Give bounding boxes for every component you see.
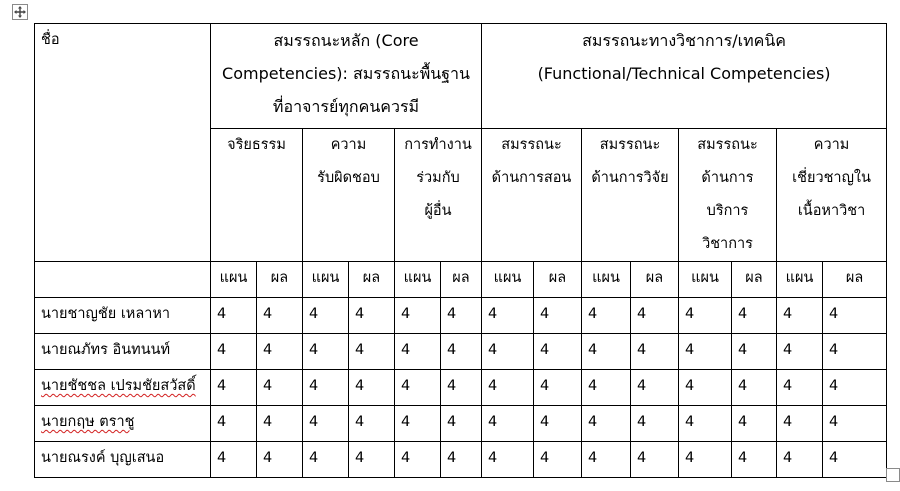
table-row	[35, 298, 887, 334]
score-cell: 4	[395, 334, 441, 370]
table-row	[35, 406, 887, 442]
score-cell: 4	[482, 334, 534, 370]
person-name: นายณรงค์ บุญเสนอ	[41, 450, 165, 466]
score-cell: 4	[303, 442, 349, 478]
score-cell: 4	[211, 298, 257, 334]
score-cell: 4	[303, 298, 349, 334]
subheader-line: จริยธรรม	[227, 137, 286, 153]
person-name-cell	[35, 298, 211, 334]
name-header-label: ชื่อ	[41, 32, 60, 48]
score-cell: 4	[777, 442, 823, 478]
subheader-line: ความ	[330, 137, 367, 153]
competency-subheader	[303, 129, 395, 262]
score-cell: 4	[257, 370, 303, 406]
score-cell: 4	[482, 406, 534, 442]
core-competencies-header	[211, 24, 482, 129]
subheader-line: ความ	[813, 137, 850, 153]
plan-result-row	[35, 262, 887, 298]
subheader-line: รับผิดชอบ	[317, 170, 380, 186]
core-header-line-1: สมรรถนะหลัก (Core	[273, 31, 419, 50]
score-cell: 4	[631, 442, 679, 478]
score-cell: 4	[679, 406, 732, 442]
table-move-handle-icon[interactable]	[12, 4, 28, 20]
score-cell: 4	[441, 406, 482, 442]
score-cell: 4	[582, 334, 631, 370]
competency-subheader	[211, 129, 303, 262]
score-cell: 4	[303, 406, 349, 442]
functional-competencies-header	[482, 24, 887, 129]
subheader-line: ผู้อื่น	[424, 203, 452, 219]
score-cell: 4	[732, 334, 777, 370]
plan-label-cell: แผน	[582, 262, 631, 298]
score-cell: 4	[679, 334, 732, 370]
score-cell: 4	[631, 298, 679, 334]
score-cell: 4	[349, 370, 395, 406]
score-cell: 4	[777, 370, 823, 406]
score-cell: 4	[582, 370, 631, 406]
table-resize-handle[interactable]	[886, 468, 900, 482]
subheader-line: การทำงาน	[404, 137, 472, 153]
result-label-cell: ผล	[823, 262, 887, 298]
score-cell: 4	[823, 442, 887, 478]
core-header-line-3: ที่อาจารย์ทุกคนควรมี	[272, 97, 420, 116]
subheader-line: ด้านการ	[701, 170, 754, 186]
score-cell: 4	[823, 298, 887, 334]
competency-subheader	[777, 129, 887, 262]
table-row	[35, 334, 887, 370]
core-header-line-2: Competencies): สมรรถนะพื้นฐาน	[222, 64, 470, 83]
score-cell: 4	[534, 334, 582, 370]
competency-subheader	[679, 129, 777, 262]
empty-name-cell	[35, 262, 211, 298]
score-cell: 4	[303, 370, 349, 406]
score-cell: 4	[679, 442, 732, 478]
score-cell: 4	[823, 370, 887, 406]
person-name: นายกฤษ ตราชู	[41, 414, 135, 430]
score-cell: 4	[631, 406, 679, 442]
score-cell: 4	[732, 370, 777, 406]
subheader-line: วิชาการ	[702, 236, 753, 252]
subheader-line: สมรรถนะ	[599, 137, 661, 153]
result-label-cell: ผล	[534, 262, 582, 298]
result-label-cell: ผล	[257, 262, 303, 298]
score-cell: 4	[732, 298, 777, 334]
plan-label-cell: แผน	[395, 262, 441, 298]
functional-header-line-1: สมรรถนะทางวิชาการ/เทคนิค	[582, 31, 786, 50]
score-cell: 4	[482, 370, 534, 406]
score-cell: 4	[777, 406, 823, 442]
score-cell: 4	[582, 442, 631, 478]
subheader-line: เนื้อหาวิชา	[797, 203, 866, 219]
score-cell: 4	[257, 334, 303, 370]
score-cell: 4	[534, 442, 582, 478]
score-cell: 4	[395, 298, 441, 334]
score-cell: 4	[534, 298, 582, 334]
score-cell: 4	[482, 298, 534, 334]
plan-label-cell: แผน	[482, 262, 534, 298]
plan-label-cell: แผน	[679, 262, 732, 298]
score-cell: 4	[679, 298, 732, 334]
functional-header-line-2: (Functional/Technical Competencies)	[537, 64, 831, 83]
score-cell: 4	[441, 370, 482, 406]
competency-subheader	[395, 129, 482, 262]
score-cell: 4	[823, 334, 887, 370]
subheader-line: ร่วมกับ	[416, 170, 460, 186]
person-name-cell	[35, 370, 211, 406]
score-cell: 4	[395, 406, 441, 442]
subheader-line: สมรรถนะ	[697, 137, 758, 153]
plan-label-cell: แผน	[777, 262, 823, 298]
competency-subheader	[482, 129, 582, 262]
move-arrows-icon	[14, 6, 26, 18]
score-cell: 4	[257, 298, 303, 334]
result-label-cell: ผล	[732, 262, 777, 298]
plan-label-cell: แผน	[211, 262, 257, 298]
score-cell: 4	[777, 298, 823, 334]
score-cell: 4	[349, 334, 395, 370]
score-cell: 4	[823, 406, 887, 442]
subheader-line: สมรรถนะ	[501, 137, 562, 153]
score-cell: 4	[395, 442, 441, 478]
result-label-cell: ผล	[441, 262, 482, 298]
table-row	[35, 370, 887, 406]
score-cell: 4	[631, 334, 679, 370]
result-label-cell: ผล	[349, 262, 395, 298]
table-row	[35, 442, 887, 478]
group-header-row	[35, 24, 887, 129]
score-cell: 4	[349, 406, 395, 442]
plan-label-cell: แผน	[303, 262, 349, 298]
person-name-cell	[35, 442, 211, 478]
score-cell: 4	[679, 370, 732, 406]
score-cell: 4	[257, 442, 303, 478]
score-cell: 4	[441, 298, 482, 334]
score-cell: 4	[211, 370, 257, 406]
score-cell: 4	[534, 370, 582, 406]
subheader-line: บริการ	[706, 203, 749, 219]
score-cell: 4	[211, 334, 257, 370]
subheader-line: ด้านการวิจัย	[591, 170, 669, 186]
score-cell: 4	[257, 406, 303, 442]
score-cell: 4	[732, 406, 777, 442]
competency-table	[34, 23, 887, 478]
person-name: นายชัชชล เปรมชัยสวัสดิ์	[41, 378, 196, 394]
score-cell: 4	[303, 334, 349, 370]
person-name-cell	[35, 334, 211, 370]
person-name-cell	[35, 406, 211, 442]
score-cell: 4	[349, 442, 395, 478]
score-cell: 4	[395, 370, 441, 406]
score-cell: 4	[732, 442, 777, 478]
score-cell: 4	[211, 442, 257, 478]
score-cell: 4	[441, 442, 482, 478]
score-cell: 4	[777, 334, 823, 370]
person-name: นายณภัทร อินทนนท์	[41, 342, 171, 358]
score-cell: 4	[631, 370, 679, 406]
name-column-header	[35, 24, 211, 262]
score-cell: 4	[582, 298, 631, 334]
subheader-line: เชี่ยวชาญใน	[792, 170, 871, 186]
score-cell: 4	[534, 406, 582, 442]
score-cell: 4	[582, 406, 631, 442]
score-cell: 4	[482, 442, 534, 478]
subheader-line: ด้านการสอน	[491, 170, 572, 186]
score-cell: 4	[349, 298, 395, 334]
score-cell: 4	[211, 406, 257, 442]
result-label-cell: ผล	[631, 262, 679, 298]
person-name: นายชาญชัย เหลาหา	[41, 306, 171, 322]
score-cell: 4	[441, 334, 482, 370]
competency-subheader	[582, 129, 679, 262]
